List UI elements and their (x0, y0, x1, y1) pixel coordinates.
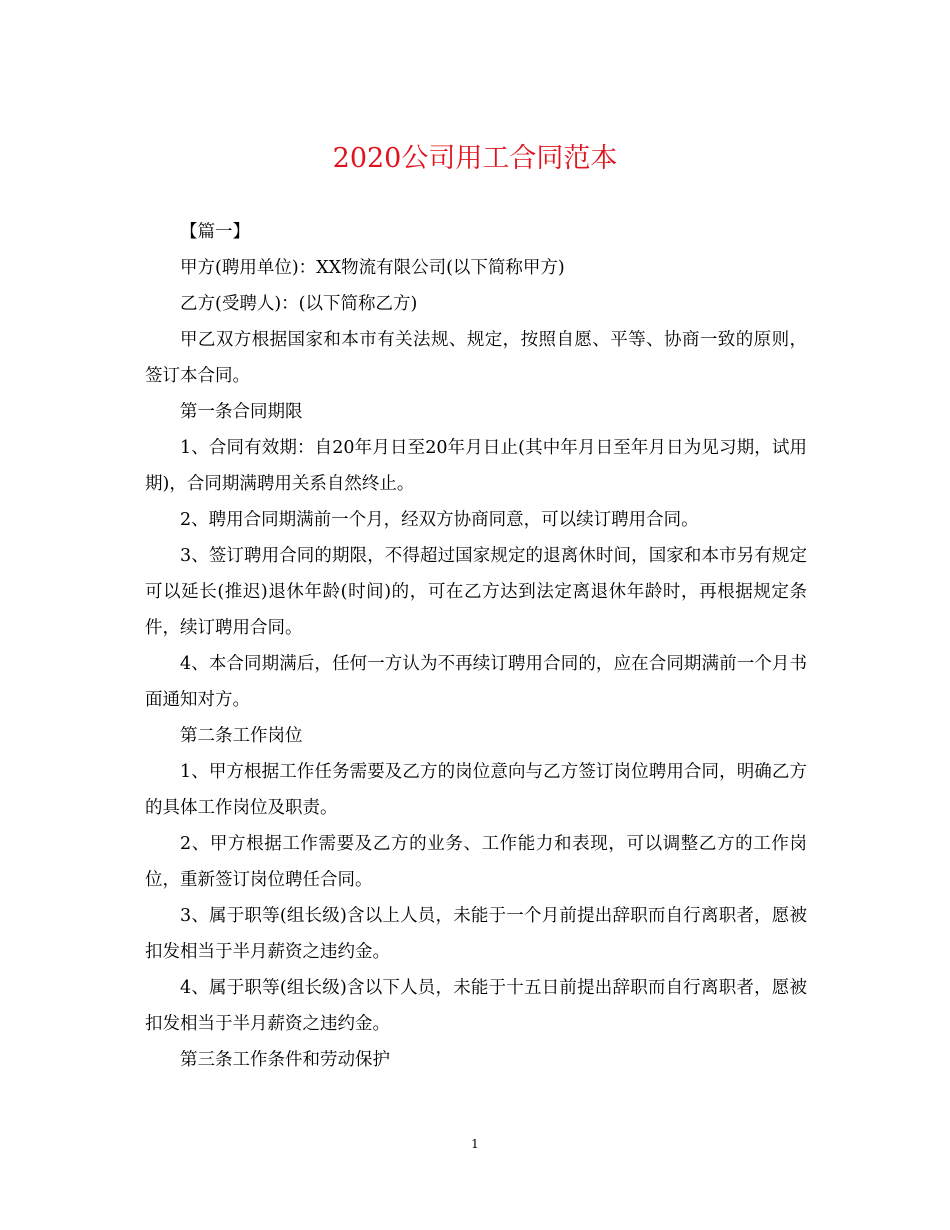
party-a-line: 甲方(聘用单位)：XX物流有限公司(以下简称甲方) (180, 258, 565, 278)
article-two-heading: 第二条工作岗位 (180, 726, 303, 746)
page-number: 1 (471, 1137, 479, 1151)
party-b-line: 乙方(受聘人)：(以下简称乙方) (180, 294, 418, 314)
article-two-clause-4: 4、属于职等(组长级)含以下人员，未能于十五日前提出辞职而自行离职者，愿被扣发相当于半月薪资之违约金。 (145, 978, 807, 1034)
article-two-clause-2: 2、甲方根据工作需要及乙方的业务、工作能力和表现，可以调整乙方的工作岗位，重新签订岗位聘任合同。 (145, 834, 807, 890)
article-one-clause-3: 3、签订聘用合同的期限，不得超过国家规定的退离休时间，国家和本市另有规定可以延长(推迟)退休年龄(时间)的，可在乙方达到法定离退休年龄时，再根据规定条件，续订聘用合同。 (145, 546, 807, 638)
preamble-paragraph: 甲乙双方根据国家和本市有关法规、规定，按照自愿、平等、协商一致的原则，签订本合同。 (145, 330, 807, 386)
section-heading-part-one: 【篇一】 (180, 222, 250, 242)
article-three-heading: 第三条工作条件和劳动保护 (180, 1050, 390, 1070)
article-one-clause-4: 4、本合同期满后，任何一方认为不再续订聘用合同的，应在合同期满前一个月书面通知对方。 (145, 654, 807, 710)
article-two-clause-3: 3、属于职等(组长级)含以上人员，未能于一个月前提出辞职而自行离职者，愿被扣发相当于半月薪资之违约金。 (145, 906, 807, 962)
document-body (145, 214, 807, 1078)
article-one-clause-2: 2、聘用合同期满前一个月，经双方协商同意，可以续订聘用合同。 (180, 510, 699, 530)
article-one-heading: 第一条合同期限 (180, 402, 303, 422)
document-title: 2020公司用工合同范本 (332, 143, 618, 174)
article-two-clause-1: 1、甲方根据工作任务需要及乙方的岗位意向与乙方签订岗位聘用合同，明确乙方的具体工作岗位及职责。 (145, 762, 807, 818)
article-one-clause-1: 1、合同有效期：自20年月日至20年月日止(其中年月日至年月日为见习期，试用期)，合同期满聘用关系自然终止。 (145, 438, 807, 494)
